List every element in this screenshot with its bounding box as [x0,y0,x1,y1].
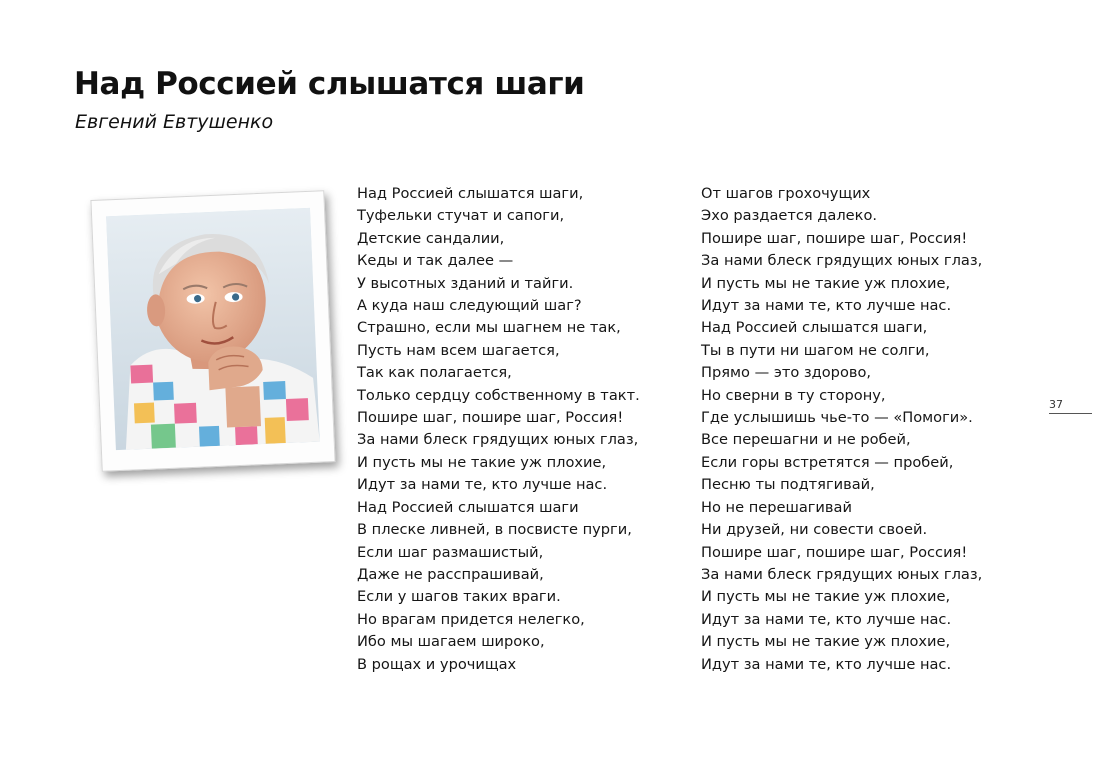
poem-line: Кеды и так далее — [357,252,514,270]
poem-line: За нами блеск грядущих юных глаз, [701,252,983,270]
poem-line: Но не перешагивай [701,498,852,516]
author-photo-frame [90,190,335,472]
poem-left-column [357,183,640,676]
poem-line: Пусть нам всем шагается, [357,341,560,359]
poem-line: Над Россией слышатся шаги, [701,319,928,337]
poem-line: Ты в пути ни шагом не солги, [701,341,930,359]
poem-line: У высотных зданий и тайги. [357,274,574,292]
page-number: 37 [1049,398,1092,414]
poem-line: Если шаг размашистый, [357,543,544,561]
poem-line: Все перешагни и не робей, [701,431,911,449]
author-name: Евгений Евтушенко [75,111,274,133]
poem-line: От шагов грохочущих [701,185,871,202]
poem-line: Где услышишь чье-то — «Помоги». [701,409,973,427]
poem-line: Если горы встретятся — пробей, [701,453,954,471]
poem-line: Идут за нами те, кто лучше нас. [357,476,608,494]
poem-line: Детские сандалии, [357,229,505,247]
poem-line: Пошире шаг, пошире шаг, Россия! [357,409,624,427]
poem-line: Идут за нами те, кто лучше нас. [701,655,952,673]
poem-line: Пошире шаг, пошире шаг, Россия! [701,229,968,247]
poem-line: Ни друзей, ни совести своей. [701,521,928,539]
poem-line: И пусть мы не такие уж плохие, [357,453,607,471]
poem-line: За нами блеск грядущих юных глаз, [357,431,639,449]
poem-line: Если у шагов таких враги. [357,588,561,606]
poem-line: И пусть мы не такие уж плохие, [701,274,951,292]
poem-line: Но сверни в ту сторону, [701,386,886,404]
poem-line: А куда наш следующий шаг? [357,297,582,315]
poem-line: Страшно, если мы шагнем не так, [357,319,621,337]
poem-line: Над Россией слышатся шаги [357,498,579,516]
poem-line: Но врагам придется нелегко, [357,610,585,628]
poem-line: За нами блеск грядущих юных глаз, [701,565,983,583]
poem-line: Песню ты подтягивай, [701,476,875,494]
author-portrait-photo [106,208,320,450]
poem-line: Над Россией слышатся шаги, [357,185,584,202]
poem-line: Даже не расспрашивай, [357,565,544,583]
poem-right-column [701,183,982,676]
poem-line: Пошире шаг, пошире шаг, Россия! [701,543,968,561]
poem-line: Эхо раздается далеко. [701,207,878,225]
poem-line: В рощах и урочищах [357,655,517,673]
poem-line: Прямо — это здорово, [701,364,872,382]
poem-line: Ибо мы шагаем широко, [357,633,545,651]
poem-line: Туфельки стучат и сапоги, [357,207,565,225]
poem-line: Идут за нами те, кто лучше нас. [701,610,952,628]
poem-line: И пусть мы не такие уж плохие, [701,633,951,651]
portrait-illustration [106,208,320,450]
poem-line: И пусть мы не такие уж плохие, [701,588,951,606]
poem-line: В плеске ливней, в посвисте пурги, [357,521,632,539]
poem-line: Идут за нами те, кто лучше нас. [701,297,952,315]
poem-line: Так как полагается, [357,364,512,382]
page-title: Над Россией слышатся шаги [74,66,585,102]
poem-line: Только сердцу собственному в такт. [357,386,640,404]
